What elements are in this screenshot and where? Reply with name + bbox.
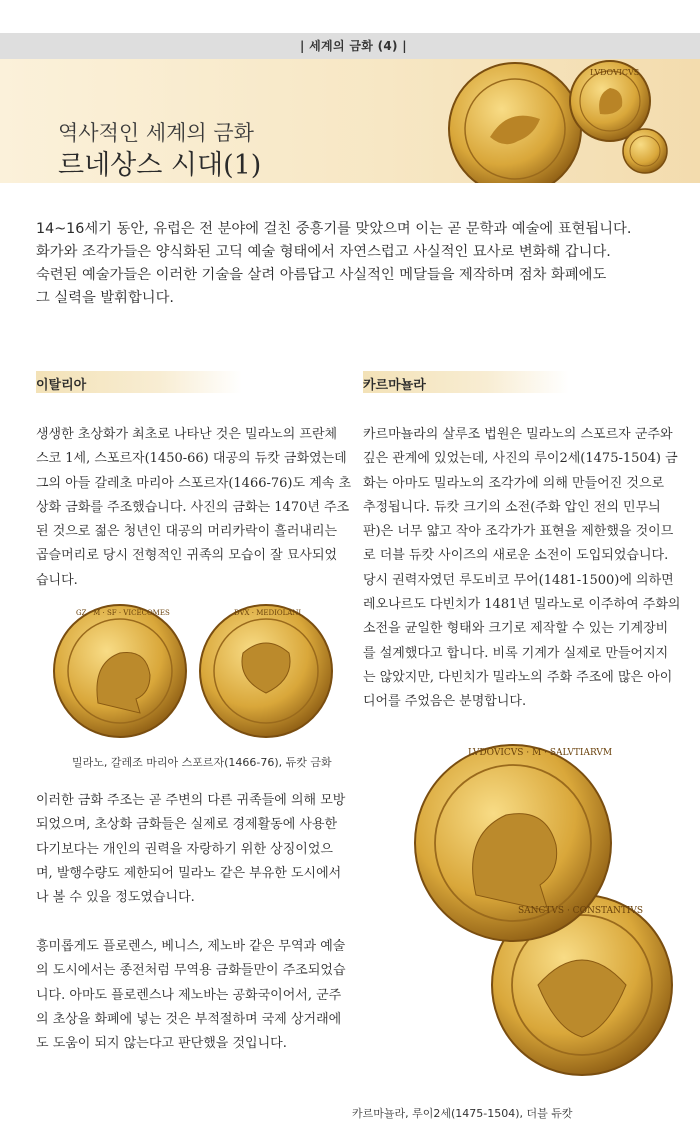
text-line: 카르마뇰라의 살루조 법원은 밀라노의 스포르자 군주와	[363, 427, 673, 442]
page-title: 르네상스 시대(1)	[58, 150, 262, 181]
intro-line: 숙련된 예술가들은 이러한 기술을 살려 아름답고 사실적인 메달들을 제작하며 점차 화폐에도	[36, 267, 607, 283]
text-line: 도 도움이 되지 않는다고 판단했을 것입니다.	[36, 1036, 287, 1052]
text-line: 며, 발행수량도 제한되어 밀라노 같은 부유한 도시에서	[36, 865, 342, 881]
text-line: 를 설계했다고 합니다. 비록 기계가 실제로 만들어지지	[363, 645, 669, 661]
text-line: 생생한 초상화가 최초로 나타난 것은 밀라노의 프란체	[36, 427, 338, 442]
text-line: 판)은 너무 얇고 작아 조각가가 표현을 제한했을 것이므	[363, 524, 674, 540]
carmagnola-coin-caption: 카르마뇰라, 루이2세(1475-1504), 더블 듀캇	[352, 1107, 573, 1120]
section-heading-italy: 이탈리아	[36, 378, 87, 393]
text-line: 습니다.	[36, 572, 78, 588]
section-heading-carmagnola: 카르마뇰라	[363, 378, 426, 393]
text-line: 곱슬머리로 당시 전형적인 귀족의 모습이 잘 묘사되었	[36, 548, 338, 564]
header-coins-image	[420, 59, 700, 183]
carmagnola-coin-legend-front: LVDOVICVS · M · SALVTIARVM	[468, 748, 613, 758]
text-line: 레오나르도 다빈치가 1481년 밀라노로 이주하여 주화의	[363, 597, 681, 613]
milan-coin-legend-front: GZ · M · SF · VICECOMES	[76, 609, 170, 617]
text-line: 의 초상을 화폐에 넣는 것은 부적절하며 국제 상거래에	[36, 1011, 342, 1027]
milan-ducat-image	[48, 603, 338, 741]
text-line: 다기보다는 개인의 권력을 자랑하기 위한 상징이었으	[36, 841, 333, 857]
intro-line: 14~16세기 동안, 유럽은 전 분야에 걸친 중흥기를 맞았으며 이는 곧 문학과 예술에 표현됩니다.	[36, 221, 632, 237]
text-line: 흥미롭게도 플로렌스, 베니스, 제노바 같은 무역과 예술	[36, 939, 346, 954]
text-line: 의 도시에서는 종전처럼 무역용 금화들만이 주조되었습	[36, 963, 346, 979]
text-line: 나 볼 수 있을 정도였습니다.	[36, 890, 195, 906]
carmagnola-paragraph-1	[363, 423, 681, 715]
text-line: 된 것으로 젊은 청년인 대공의 머리카락이 흘러내리는	[36, 524, 338, 540]
text-line: 되었으며, 초상화 금화들은 실제로 경제활동에 사용한	[36, 817, 338, 833]
text-line: 당시 권력자였던 루도비코 무어(1481-1500)에 의하면	[363, 572, 674, 588]
intro-line: 화가와 조각가들은 양식화된 고딕 예술 형태에서 자연스럽고 사실적인 묘사로 변화해 갑니다.	[36, 244, 611, 260]
text-line: 화는 아마도 밀라노의 조각가에 의해 만들어진 것으로	[363, 475, 665, 491]
text-line: 디어를 주었음은 분명합니다.	[363, 694, 527, 710]
text-line: 니다. 아마도 플로렌스나 제노바는 공화국이어서, 군주	[36, 987, 342, 1003]
text-line: 그의 아들 갈레초 마리아 스포르자(1466-76)도 계속 초	[36, 475, 352, 491]
text-line: 추정됩니다. 듀캇 크기의 소전(주화 압인 전의 민무늬	[363, 499, 661, 515]
intro-text	[36, 218, 656, 310]
milan-coin-legend-back: DVX · MEDIOLANI	[234, 609, 302, 617]
carmagnola-double-ducat-image	[388, 735, 688, 1080]
text-line: 상화 금화를 주조했습니다. 사진의 금화는 1470년 주조	[36, 499, 350, 515]
carmagnola-coin-legend-back: SANCTVS · CONSTANTIVS	[518, 906, 644, 916]
text-line: 깊은 관계에 있었는데, 사진의 루이2세(1475-1504) 금	[363, 451, 678, 467]
text-line: 로 더블 듀캇 사이즈의 새로운 소전이 도입되었습니다.	[363, 548, 669, 564]
header-coin-legend: LVDOVICVS	[590, 68, 640, 77]
italy-paragraph-3	[36, 935, 346, 1056]
page-subtitle: 역사적인 세계의 금화	[58, 121, 254, 145]
text-line: 소전을 균일한 형태와 크기로 제작할 수 있는 기계장비	[363, 621, 669, 637]
italy-paragraph-1	[36, 423, 352, 593]
intro-line: 그 실력을 발휘합니다.	[36, 290, 174, 306]
text-line: 는 않았지만, 다빈치가 밀라노의 주화 주조에 많은 아이	[363, 669, 673, 685]
text-line: 스코 1세, 스포르자(1450-66) 대공의 듀캇 금화였는데	[36, 451, 347, 467]
series-label: | 세계의 금화 (4) |	[300, 39, 407, 53]
italy-paragraph-2	[36, 789, 346, 910]
text-line: 이러한 금화 주조는 곧 주변의 다른 귀족들에 의해 모방	[36, 793, 346, 808]
milan-coin-caption: 밀라노, 갈레조 마리아 스포르자(1466-76), 듀캇 금화	[72, 756, 332, 769]
